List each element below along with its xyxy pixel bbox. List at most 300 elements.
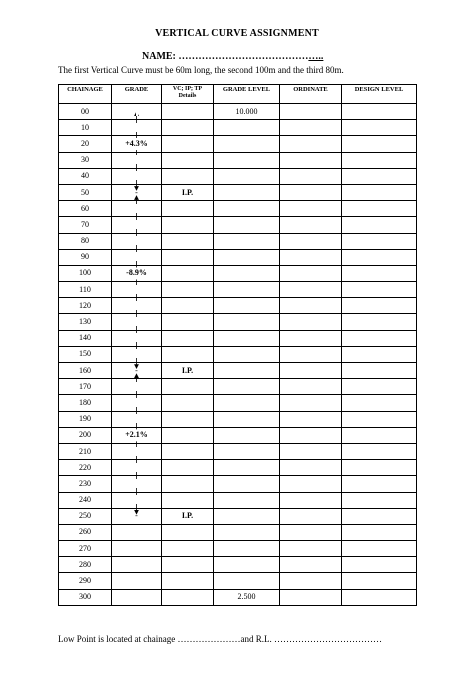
ordinate-cell[interactable] — [280, 557, 342, 573]
chainage-cell-text: 200 — [79, 430, 91, 440]
grade-cell[interactable] — [112, 298, 162, 314]
ordinate-cell[interactable] — [280, 411, 342, 427]
design-level-cell[interactable] — [342, 379, 417, 395]
ordinate-cell[interactable] — [280, 314, 342, 330]
grade-cell-text — [136, 560, 138, 569]
design-level-cell[interactable] — [342, 314, 417, 330]
vc-details-cell[interactable] — [162, 476, 214, 492]
chainage-cell — [59, 184, 112, 200]
chainage-cell-text: 80 — [81, 236, 89, 246]
grade-level-cell[interactable] — [214, 152, 280, 168]
grade-level-cell[interactable] — [214, 184, 280, 200]
vertical-curve-table — [58, 84, 417, 606]
design-level-cell[interactable] — [342, 589, 417, 605]
grade-cell-text — [136, 107, 138, 116]
vc-details-cell-text: I.P. — [181, 365, 194, 375]
chainage-cell — [59, 508, 112, 524]
ordinate-cell[interactable] — [280, 476, 342, 492]
table-row — [59, 492, 417, 508]
grade-cell[interactable] — [112, 104, 162, 120]
grade-cell[interactable] — [112, 330, 162, 346]
table-row — [59, 152, 417, 168]
grade-cell-text — [136, 285, 138, 294]
vc-details-cell[interactable] — [162, 460, 214, 476]
ordinate-cell[interactable] — [280, 346, 342, 362]
design-level-cell[interactable] — [342, 443, 417, 459]
table-row — [59, 557, 417, 573]
grade-cell[interactable] — [112, 541, 162, 557]
ordinate-cell[interactable] — [280, 460, 342, 476]
chainage-cell-text: 130 — [79, 317, 91, 327]
grade-cell-text — [136, 398, 138, 407]
chainage-cell-text: 240 — [79, 495, 91, 505]
ordinate-cell[interactable] — [280, 363, 342, 379]
grade-level-cell[interactable] — [214, 395, 280, 411]
grade-level-cell[interactable] — [214, 508, 280, 524]
chainage-cell-text: 00 — [81, 106, 89, 116]
vc-details-cell[interactable] — [162, 217, 214, 233]
design-level-cell[interactable] — [342, 346, 417, 362]
grade-cell[interactable] — [112, 476, 162, 492]
table-row — [59, 201, 417, 217]
grade-cell[interactable] — [112, 346, 162, 362]
grade-cell[interactable] — [112, 524, 162, 540]
design-level-cell[interactable] — [342, 265, 417, 281]
chainage-cell-text: 40 — [81, 171, 89, 181]
chainage-cell-text: 260 — [79, 527, 91, 537]
design-level-cell[interactable] — [342, 168, 417, 184]
chainage-cell-text: 150 — [79, 349, 91, 359]
design-level-cell[interactable] — [342, 217, 417, 233]
vc-header-sub: Details — [178, 93, 197, 99]
grade-cell-text — [136, 171, 138, 180]
table-row — [59, 379, 417, 395]
vc-details-cell[interactable] — [162, 524, 214, 540]
assignment-instructions: The first Vertical Curve must be 60m long, the second 100m and the third 80m. — [58, 65, 344, 75]
grade-cell-text: +2.1% — [125, 430, 148, 440]
ordinate-cell[interactable] — [280, 298, 342, 314]
grade-cell[interactable] — [112, 314, 162, 330]
grade-level-cell[interactable] — [214, 120, 280, 136]
ordinate-cell[interactable] — [280, 120, 342, 136]
chainage-cell — [59, 524, 112, 540]
grade-cell-text — [136, 252, 138, 261]
grade-cell-text: - — [135, 511, 138, 521]
chainage-cell — [59, 395, 112, 411]
chainage-cell — [59, 460, 112, 476]
column-header-design-level: DESIGN LEVEL — [342, 85, 417, 104]
grade-level-cell[interactable] — [214, 346, 280, 362]
grade-cell-text — [136, 544, 138, 553]
grade-cell[interactable] — [112, 217, 162, 233]
chainage-cell — [59, 168, 112, 184]
chainage-cell — [59, 346, 112, 362]
table-row — [59, 476, 417, 492]
vc-details-cell[interactable] — [162, 136, 214, 152]
ordinate-cell[interactable] — [280, 184, 342, 200]
design-level-cell[interactable] — [342, 152, 417, 168]
table-row — [59, 104, 417, 120]
chainage-cell — [59, 314, 112, 330]
chainage-cell — [59, 541, 112, 557]
chainage-cell-text: 10 — [81, 122, 89, 132]
grade-level-cell-text: 2.500 — [237, 592, 256, 602]
grade-level-cell[interactable] — [214, 104, 280, 120]
chainage-cell-text: 230 — [79, 478, 91, 488]
grade-level-cell[interactable] — [214, 363, 280, 379]
ordinate-cell[interactable] — [280, 136, 342, 152]
chainage-cell-text: 100 — [79, 268, 91, 278]
table-row — [59, 136, 417, 152]
design-level-cell[interactable] — [342, 249, 417, 265]
chainage-cell-text: 180 — [79, 397, 91, 407]
vc-details-cell[interactable] — [162, 201, 214, 217]
chainage-cell — [59, 443, 112, 459]
ordinate-cell[interactable] — [280, 249, 342, 265]
table-row — [59, 573, 417, 589]
grade-cell[interactable] — [112, 152, 162, 168]
vc-header-label: VC; IP; TP — [172, 86, 203, 92]
design-level-cell[interactable] — [342, 557, 417, 573]
design-level-cell[interactable] — [342, 184, 417, 200]
chainage-cell-text: 300 — [79, 592, 91, 602]
design-level-cell[interactable] — [342, 282, 417, 298]
chainage-cell — [59, 298, 112, 314]
grade-cell-text — [136, 317, 138, 326]
grade-cell-text — [136, 414, 138, 423]
ordinate-cell[interactable] — [280, 201, 342, 217]
ordinate-cell[interactable] — [280, 492, 342, 508]
chainage-cell-text: 70 — [81, 219, 89, 229]
chainage-cell — [59, 379, 112, 395]
grade-cell-text — [136, 576, 138, 585]
grade-cell-text — [136, 382, 138, 391]
design-level-cell[interactable] — [342, 136, 417, 152]
grade-level-cell[interactable] — [214, 233, 280, 249]
chainage-cell — [59, 104, 112, 120]
chainage-cell — [59, 201, 112, 217]
table-row — [59, 168, 417, 184]
grade-cell[interactable] — [112, 233, 162, 249]
grade-level-cell[interactable] — [214, 217, 280, 233]
grade-cell-text — [136, 333, 138, 342]
ordinate-cell[interactable] — [280, 573, 342, 589]
grade-cell-text — [136, 123, 138, 132]
grade-cell-text — [136, 495, 138, 504]
vc-details-cell[interactable] — [162, 249, 214, 265]
grade-level-cell[interactable] — [214, 168, 280, 184]
grade-level-cell[interactable] — [214, 314, 280, 330]
chainage-cell-text: 140 — [79, 333, 91, 343]
grade-level-cell[interactable] — [214, 330, 280, 346]
table-row — [59, 217, 417, 233]
table-row — [59, 524, 417, 540]
grade-level-cell[interactable] — [214, 249, 280, 265]
grade-cell[interactable] — [112, 492, 162, 508]
grade-cell[interactable] — [112, 379, 162, 395]
design-level-cell[interactable] — [342, 573, 417, 589]
vc-details-cell[interactable] — [162, 314, 214, 330]
ordinate-cell[interactable] — [280, 330, 342, 346]
chainage-cell — [59, 120, 112, 136]
grade-cell-text — [136, 527, 138, 536]
table-row — [59, 298, 417, 314]
chainage-cell-text: 30 — [81, 155, 89, 165]
chainage-cell — [59, 573, 112, 589]
ordinate-cell[interactable] — [280, 395, 342, 411]
table-row — [59, 541, 417, 557]
chainage-cell — [59, 492, 112, 508]
table-row — [59, 589, 417, 605]
vc-details-cell[interactable] — [162, 443, 214, 459]
vc-details-cell[interactable] — [162, 184, 214, 200]
table-row — [59, 314, 417, 330]
grade-cell[interactable] — [112, 184, 162, 200]
ordinate-cell[interactable] — [280, 508, 342, 524]
grade-cell-text — [136, 220, 138, 229]
ordinate-cell[interactable] — [280, 541, 342, 557]
table-row — [59, 363, 417, 379]
vc-details-cell[interactable] — [162, 104, 214, 120]
name-label: NAME: ………………………………… — [142, 51, 309, 62]
grade-level-cell[interactable] — [214, 492, 280, 508]
chainage-cell-text: 50 — [81, 187, 89, 197]
design-level-cell[interactable] — [342, 508, 417, 524]
grade-cell-text: +4.3% — [125, 138, 148, 148]
chainage-cell-text: 110 — [79, 284, 91, 294]
design-level-cell[interactable] — [342, 476, 417, 492]
chainage-cell — [59, 233, 112, 249]
chainage-cell — [59, 265, 112, 281]
chainage-cell — [59, 282, 112, 298]
table-header-row — [59, 85, 417, 104]
grade-level-cell[interactable] — [214, 443, 280, 459]
vc-details-cell[interactable] — [162, 346, 214, 362]
vc-details-cell[interactable] — [162, 120, 214, 136]
chainage-cell-text: 220 — [79, 462, 91, 472]
design-level-cell[interactable] — [342, 233, 417, 249]
table-row — [59, 427, 417, 443]
grade-cell[interactable] — [112, 427, 162, 443]
grade-level-cell[interactable] — [214, 589, 280, 605]
table-row — [59, 411, 417, 427]
design-level-cell[interactable] — [342, 330, 417, 346]
table-row — [59, 120, 417, 136]
vc-details-cell[interactable] — [162, 541, 214, 557]
chainage-cell-text: 270 — [79, 543, 91, 553]
column-header-grade: GRADE — [112, 85, 162, 104]
chainage-cell — [59, 557, 112, 573]
grade-cell[interactable] — [112, 201, 162, 217]
chainage-cell — [59, 411, 112, 427]
chainage-cell — [59, 589, 112, 605]
chainage-cell-text: 170 — [79, 381, 91, 391]
low-point-statement: Low Point is located at chainage …………………and R.L. ……………………………… — [58, 634, 382, 644]
table-row — [59, 184, 417, 200]
grade-cell-text — [136, 592, 138, 601]
design-level-cell[interactable] — [342, 363, 417, 379]
grade-cell[interactable] — [112, 557, 162, 573]
design-level-cell[interactable] — [342, 427, 417, 443]
vc-details-cell[interactable] — [162, 168, 214, 184]
chainage-cell-text: 90 — [81, 252, 89, 262]
design-level-cell[interactable] — [342, 395, 417, 411]
chainage-cell — [59, 249, 112, 265]
ordinate-cell[interactable] — [280, 524, 342, 540]
design-level-cell[interactable] — [342, 104, 417, 120]
chainage-cell-text: 60 — [81, 203, 89, 213]
table-row — [59, 346, 417, 362]
vc-details-cell[interactable] — [162, 233, 214, 249]
chainage-cell-text: 280 — [79, 559, 91, 569]
grade-cell[interactable] — [112, 395, 162, 411]
column-header-grade-level: GRADE LEVEL — [214, 85, 280, 104]
ordinate-cell[interactable] — [280, 152, 342, 168]
grade-cell-text: - — [135, 365, 138, 375]
chainage-cell-text: 20 — [81, 138, 89, 148]
grade-level-cell-text: 10.000 — [235, 106, 258, 116]
design-level-cell[interactable] — [342, 541, 417, 557]
design-level-cell[interactable] — [342, 492, 417, 508]
ordinate-cell[interactable] — [280, 282, 342, 298]
grade-level-cell[interactable] — [214, 476, 280, 492]
grade-level-cell[interactable] — [214, 524, 280, 540]
chainage-cell-text: 160 — [79, 365, 91, 375]
page-title: VERTICAL CURVE ASSIGNMENT — [155, 28, 319, 39]
grade-cell[interactable] — [112, 573, 162, 589]
grade-level-cell[interactable] — [214, 411, 280, 427]
grade-cell[interactable] — [112, 249, 162, 265]
grade-level-cell[interactable] — [214, 379, 280, 395]
grade-level-cell[interactable] — [214, 460, 280, 476]
vc-details-cell-text: I.P. — [181, 511, 194, 521]
ordinate-cell[interactable] — [280, 443, 342, 459]
vc-details-cell[interactable] — [162, 427, 214, 443]
grade-cell[interactable] — [112, 265, 162, 281]
grade-cell[interactable] — [112, 411, 162, 427]
chainage-cell — [59, 330, 112, 346]
grade-cell-text — [136, 236, 138, 245]
design-level-cell[interactable] — [342, 201, 417, 217]
grade-cell[interactable] — [112, 363, 162, 379]
vc-details-cell[interactable] — [162, 330, 214, 346]
vc-details-cell-text: I.P. — [181, 187, 194, 197]
grade-level-cell[interactable] — [214, 541, 280, 557]
ordinate-cell[interactable] — [280, 217, 342, 233]
grade-cell-text: -8.9% — [126, 268, 147, 278]
chainage-cell — [59, 476, 112, 492]
table-row — [59, 265, 417, 281]
design-level-cell[interactable] — [342, 411, 417, 427]
vc-details-cell[interactable] — [162, 557, 214, 573]
grade-cell[interactable] — [112, 589, 162, 605]
vc-details-cell[interactable] — [162, 363, 214, 379]
grade-level-cell[interactable] — [214, 557, 280, 573]
grade-cell[interactable] — [112, 443, 162, 459]
column-header-ordinate: ORDINATE — [280, 85, 342, 104]
grade-level-cell[interactable] — [214, 136, 280, 152]
grade-cell[interactable] — [112, 508, 162, 524]
name-field-line[interactable] — [142, 51, 323, 62]
vc-details-cell[interactable] — [162, 298, 214, 314]
design-level-cell[interactable] — [342, 120, 417, 136]
chainage-cell-text: 190 — [79, 414, 91, 424]
grade-cell[interactable] — [112, 120, 162, 136]
ordinate-cell[interactable] — [280, 589, 342, 605]
vc-details-cell[interactable] — [162, 589, 214, 605]
vc-details-cell[interactable] — [162, 411, 214, 427]
table-row — [59, 330, 417, 346]
chainage-cell-text: 120 — [79, 300, 91, 310]
ordinate-cell[interactable] — [280, 427, 342, 443]
grade-cell-text — [136, 447, 138, 456]
vc-details-cell[interactable] — [162, 282, 214, 298]
table-row — [59, 443, 417, 459]
grade-level-cell[interactable] — [214, 265, 280, 281]
chainage-cell-text: 210 — [79, 446, 91, 456]
grade-cell-text — [136, 204, 138, 213]
table-row — [59, 282, 417, 298]
chainage-cell — [59, 363, 112, 379]
vc-details-cell[interactable] — [162, 573, 214, 589]
grade-level-cell[interactable] — [214, 427, 280, 443]
grade-level-cell[interactable] — [214, 201, 280, 217]
grade-cell-text: - — [135, 187, 138, 197]
column-header-vc-details — [162, 85, 214, 104]
chainage-cell-text: 290 — [79, 576, 91, 586]
vc-details-cell[interactable] — [162, 152, 214, 168]
grade-level-cell[interactable] — [214, 298, 280, 314]
chainage-cell — [59, 427, 112, 443]
grade-cell-text — [136, 349, 138, 358]
chainage-cell — [59, 152, 112, 168]
table-row — [59, 508, 417, 524]
name-tail: ….. — [308, 51, 324, 62]
ordinate-cell[interactable] — [280, 233, 342, 249]
design-level-cell[interactable] — [342, 524, 417, 540]
vc-details-cell[interactable] — [162, 395, 214, 411]
ordinate-cell[interactable] — [280, 379, 342, 395]
grade-cell[interactable] — [112, 460, 162, 476]
chainage-cell — [59, 136, 112, 152]
chainage-cell-text: 250 — [79, 511, 91, 521]
grade-level-cell[interactable] — [214, 573, 280, 589]
design-level-cell[interactable] — [342, 298, 417, 314]
vc-details-cell[interactable] — [162, 492, 214, 508]
vc-details-cell[interactable] — [162, 508, 214, 524]
grade-level-cell[interactable] — [214, 282, 280, 298]
grade-cell-text — [136, 463, 138, 472]
grade-cell[interactable] — [112, 282, 162, 298]
table-row — [59, 460, 417, 476]
grade-cell-text — [136, 479, 138, 488]
column-header-chainage: CHAINAGE — [59, 85, 112, 104]
table-row — [59, 233, 417, 249]
design-level-cell[interactable] — [342, 460, 417, 476]
grade-cell[interactable] — [112, 168, 162, 184]
ordinate-cell[interactable] — [280, 168, 342, 184]
table-row — [59, 249, 417, 265]
grade-cell-text — [136, 155, 138, 164]
chainage-cell — [59, 217, 112, 233]
ordinate-cell[interactable] — [280, 104, 342, 120]
vc-details-cell[interactable] — [162, 379, 214, 395]
vc-details-cell[interactable] — [162, 265, 214, 281]
ordinate-cell[interactable] — [280, 265, 342, 281]
grade-cell-text — [136, 301, 138, 310]
grade-cell[interactable] — [112, 136, 162, 152]
table-row — [59, 395, 417, 411]
